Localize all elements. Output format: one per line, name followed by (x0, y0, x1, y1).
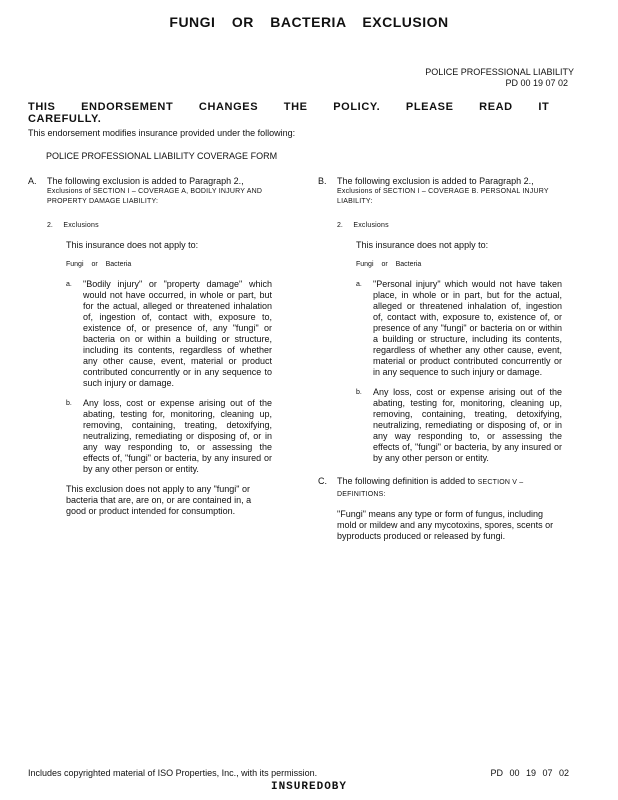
section-a-item-b-text: Any loss, cost or expense arising out of the abating, testing for, monitoring, cleaning up, removing, containing, treating, detoxifying, neutralizing, remediating or disposing of, or in any way responding to, or assessing the effects of, "fungi" or bacteria, by any insured or by any other person or entity. (83, 398, 272, 474)
form-number-header: PD 00 19 07 02 (505, 78, 568, 88)
endorsement-notice: THIS ENDORSEMENT CHANGES THE POLICY. PLEASE READ IT CAREFULLY. (28, 101, 550, 125)
section-a (28, 176, 272, 517)
fungi-definition: "Fungi" means any type or form of fungus, including mold or mildew and any mycotoxins, spores, scents or byproducts produced or released by fungi. (337, 509, 554, 541)
section-a-letter: A. (28, 176, 37, 186)
left-column (28, 176, 272, 517)
section-a-item-b (66, 398, 272, 475)
section-b-fungi-head: Fungi or Bacteria (356, 261, 422, 268)
section-b-applies: This insurance does not apply to: (356, 240, 489, 250)
section-a-item-b-label: b. (66, 400, 72, 407)
coverage-form-name: POLICE PROFESSIONAL LIABILITY COVERAGE FORM (46, 151, 278, 161)
section-c-lead: The following definition is added to (337, 476, 476, 486)
section-a-fungi-head: Fungi or Bacteria (66, 261, 132, 268)
form-number-footer: PD 00 19 07 02 (490, 768, 569, 778)
section-b-sub-label: Exclusions (353, 222, 389, 229)
section-a-item-a (66, 279, 272, 389)
section-a-closing: This exclusion does not apply to any "fungi" or bacteria that are, are on, or are contained in, a good or product intended for consumption. (66, 484, 252, 516)
section-b-ref: Exclusions of SECTION I – COVERAGE B. PERSONAL INJURY LIABILITY: (337, 188, 549, 205)
section-a-sub-label: Exclusions (63, 222, 99, 229)
section-a-lead: The following exclusion is added to Paragraph 2., (47, 176, 244, 186)
section-b-sub-num: 2. (337, 222, 343, 229)
section-a-subhead (47, 219, 272, 231)
form-name: POLICE PROFESSIONAL LIABILITY (425, 67, 574, 77)
section-c-ref: SECTION V – DEFINITIONS: (337, 479, 524, 498)
section-c-lead-line (337, 476, 562, 500)
intro-text: This endorsement modifies insurance provided under the following: (28, 128, 296, 138)
document-title: FUNGI OR BACTERIA EXCLUSION (169, 14, 449, 30)
section-b-lead: The following exclusion is added to Paragraph 2., (337, 176, 534, 186)
section-b-item-a-label: a. (356, 281, 362, 288)
right-column (318, 176, 562, 542)
section-a-item-a-label: a. (66, 281, 72, 288)
section-c-letter: C. (318, 476, 327, 486)
watermark: INSUREDOBY (270, 781, 347, 793)
section-b (318, 176, 562, 464)
section-a-item-a-text: "Bodily injury" or "property damage" which would not have occurred, in whole or part, but for the actual, alleged or threatened inhalation of, ingestion of, contact with, exposure to, existence of, or presence of, any "fungi" or bacteria on or within a building or structure, including its contents, regardless of whether any other cause, event, material or product contributed concurrently or in any sequence to such injury or damage. (83, 279, 272, 388)
section-a-sub-num: 2. (47, 222, 53, 229)
section-b-item-b (356, 387, 562, 464)
section-b-subhead (337, 219, 562, 231)
section-b-item-a-text: "Personal injury" which would not have taken place, in whole or in part, but for the actual, alleged or threatened inhalation of, ingestion of, contact with, exposure to, existence of, or presence of any "fungi" or bacteria on or within a building or structure, including its contents, regardless of whether any other cause, event, material or product contributed concurrently or in any sequence to such injury or damage. (373, 279, 562, 377)
section-a-ref: Exclusions of SECTION I – COVERAGE A, BODILY INJURY AND PROPERTY DAMAGE LIABILITY: (47, 188, 263, 205)
section-b-item-b-text: Any loss, cost or expense arising out of the abating, testing for, monitoring, cleaning up, removing, containing, treating, detoxifying, neutralizing, remediating or disposing of, or in any way responding to, or assessing the effects of, "fungi" or bacteria, by any insured or by any other person or entity. (373, 387, 562, 463)
section-a-applies: This insurance does not apply to: (66, 240, 199, 250)
section-b-item-b-label: b. (356, 389, 362, 396)
section-b-item-a (356, 279, 562, 378)
section-b-letter: B. (318, 176, 327, 186)
copyright-footer: Includes copyrighted material of ISO Properties, Inc., with its permission. (28, 768, 318, 778)
section-c (318, 476, 562, 542)
